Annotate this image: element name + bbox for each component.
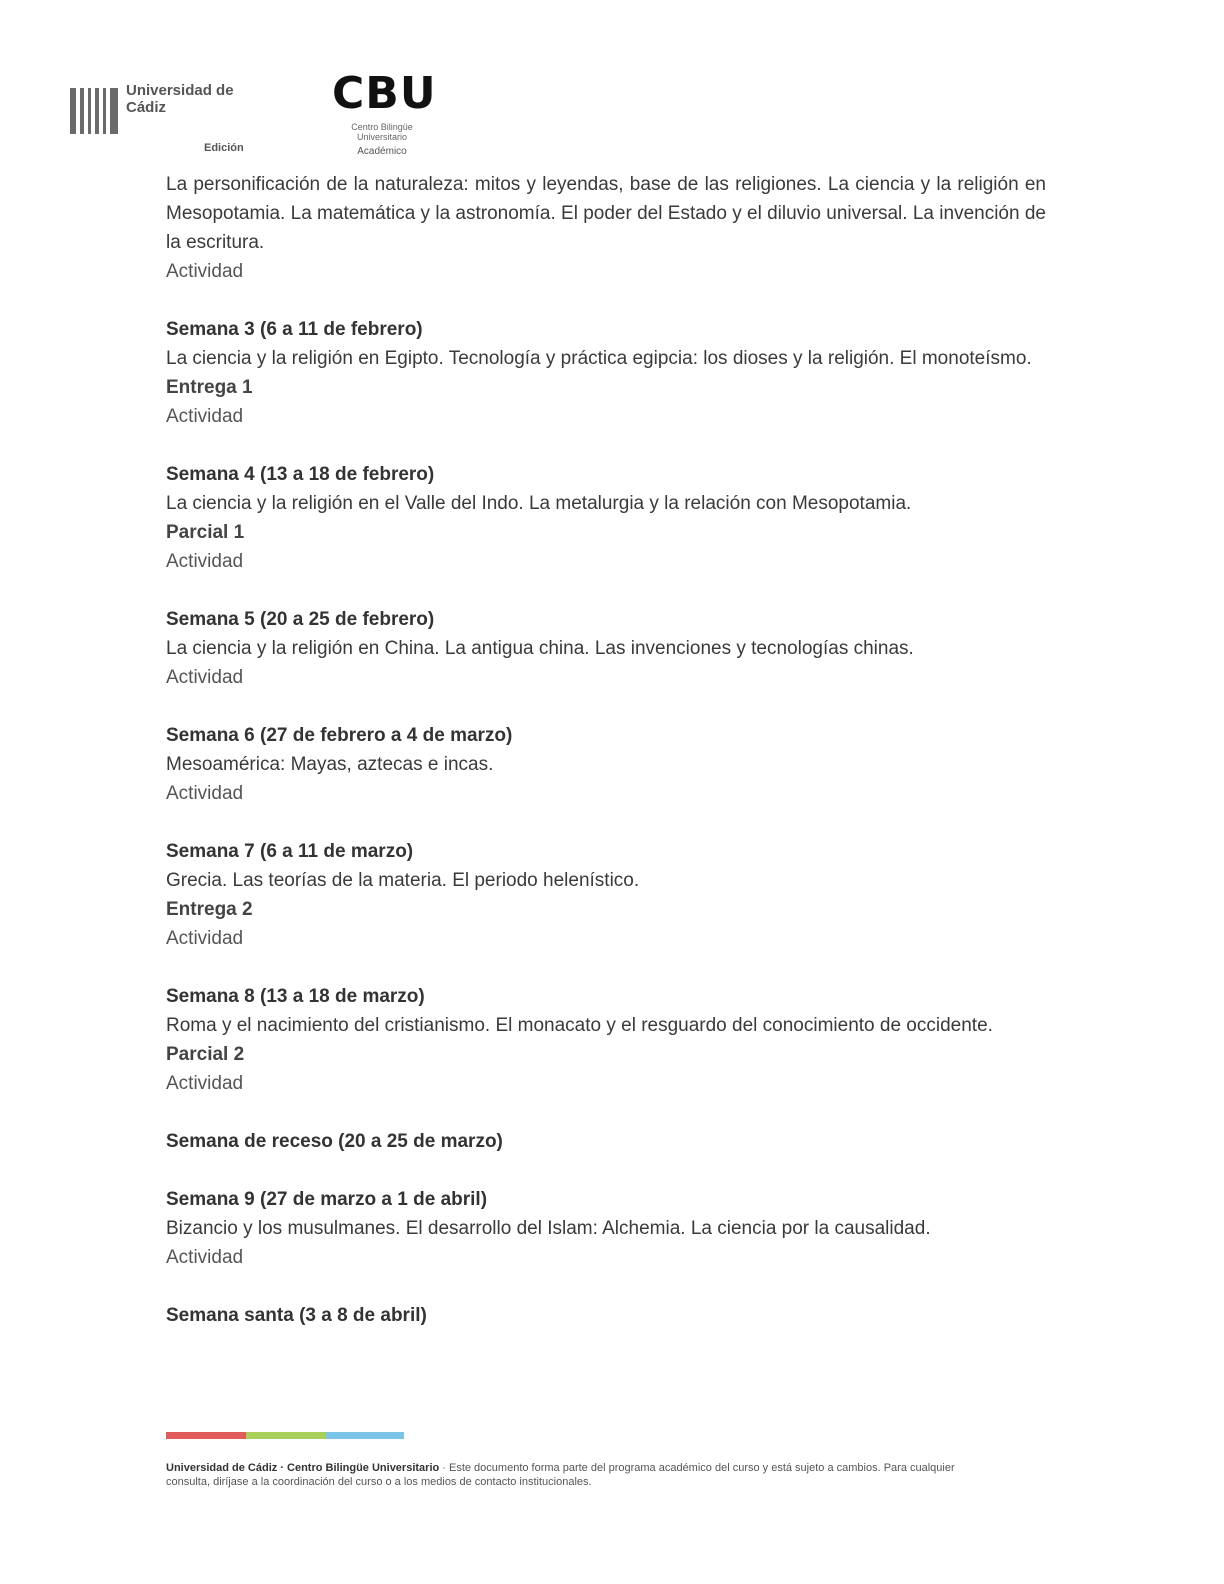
week-title: Semana 3 (6 a 11 de febrero) — [166, 319, 423, 340]
university-logo-mark — [70, 88, 118, 134]
week-description: La ciencia y la religión en Egipto. Tecnología y práctica egipcia: los dioses y la religión. El monoteísmo. — [166, 348, 1032, 369]
week-section — [166, 1301, 1046, 1330]
footer-color-bar — [166, 1432, 404, 1439]
activity-link[interactable]: Actividad — [166, 1247, 244, 1268]
footer-note-bold: Universidad de Cádiz · Centro Bilingüe Universitario — [166, 1462, 440, 1474]
week-section — [166, 721, 1046, 808]
activity-link[interactable]: Actividad — [166, 667, 244, 688]
week-description: Roma y el nacimiento del cristianismo. El monacato y el resguardo del conocimiento de occidente. — [166, 1015, 993, 1036]
week-section — [166, 315, 1046, 431]
week-title: Semana 6 (27 de febrero a 4 de marzo) — [166, 725, 513, 746]
week-section — [166, 1185, 1046, 1272]
week-title: Semana 8 (13 a 18 de marzo) — [166, 986, 425, 1007]
university-subtitle: Edición — [204, 142, 244, 154]
activity-link[interactable]: Actividad — [166, 551, 244, 572]
week-title: Semana 4 (13 a 18 de febrero) — [166, 464, 435, 485]
week-deliverable: Parcial 2 — [166, 1044, 245, 1065]
page-footer — [166, 1432, 976, 1489]
intro-section — [166, 170, 1046, 286]
color-bar-segment — [326, 1432, 404, 1439]
week-section — [166, 1127, 1046, 1156]
week-title: Semana 5 (20 a 25 de febrero) — [166, 609, 435, 630]
week-section — [166, 982, 1046, 1098]
cbu-subtitle: Centro Bilingüe Universitario — [351, 122, 413, 142]
week-section — [166, 837, 1046, 953]
week-description: La personificación de la naturaleza: mitos y leyendas, base de las religiones. La ciencia y la religión en Mesopotamia. La matemática y la astronomía. El poder del Estado y el diluvio universal. La invención de la escritura. — [166, 174, 1046, 253]
activity-link[interactable]: Actividad — [166, 928, 244, 949]
university-name: Universidad de Cádiz — [126, 82, 234, 116]
week-description: La ciencia y la religión en el Valle del Indo. La metalurgia y la relación con Mesopotamia. — [166, 493, 912, 514]
page-header — [70, 70, 470, 165]
color-bar-segment — [246, 1432, 326, 1439]
week-section — [166, 460, 1046, 576]
footer-note — [166, 1461, 976, 1489]
week-title: Semana de receso (20 a 25 de marzo) — [166, 1131, 503, 1152]
week-title: Semana 7 (6 a 11 de marzo) — [166, 841, 414, 862]
cbu-logo — [332, 68, 437, 160]
activity-link[interactable]: Actividad — [166, 783, 244, 804]
activity-link[interactable]: Actividad — [166, 261, 244, 282]
activity-link[interactable]: Actividad — [166, 1073, 244, 1094]
activity-link[interactable]: Actividad — [166, 406, 244, 427]
cbu-subtitle-2: Académico — [357, 146, 407, 157]
week-title: Semana santa (3 a 8 de abril) — [166, 1305, 427, 1326]
week-deliverable: Entrega 1 — [166, 377, 253, 398]
week-section — [166, 605, 1046, 692]
color-bar-segment — [166, 1432, 246, 1439]
week-description: Grecia. Las teorías de la materia. El periodo helenístico. — [166, 870, 640, 891]
week-list — [166, 315, 1046, 1330]
week-description: Bizancio y los musulmanes. El desarrollo del Islam: Alchemia. La ciencia por la causalidad. — [166, 1218, 931, 1239]
syllabus-content — [166, 170, 1046, 1359]
week-deliverable: Parcial 1 — [166, 522, 245, 543]
week-title: Semana 9 (27 de marzo a 1 de abril) — [166, 1189, 488, 1210]
week-deliverable: Entrega 2 — [166, 899, 253, 920]
cbu-logo-mark: CBU — [332, 68, 437, 119]
week-description: La ciencia y la religión en China. La antigua china. Las invenciones y tecnologías chinas. — [166, 638, 914, 659]
week-description: Mesoamérica: Mayas, aztecas e incas. — [166, 754, 494, 775]
footer-note-text: · Este documento forma parte del programa académico del curso y está sujeto a cambios. Para cualquier consulta, diríjase a la coordinación del curso o a los medios de contacto institucionales. — [166, 1462, 955, 1488]
university-logo — [70, 78, 270, 158]
